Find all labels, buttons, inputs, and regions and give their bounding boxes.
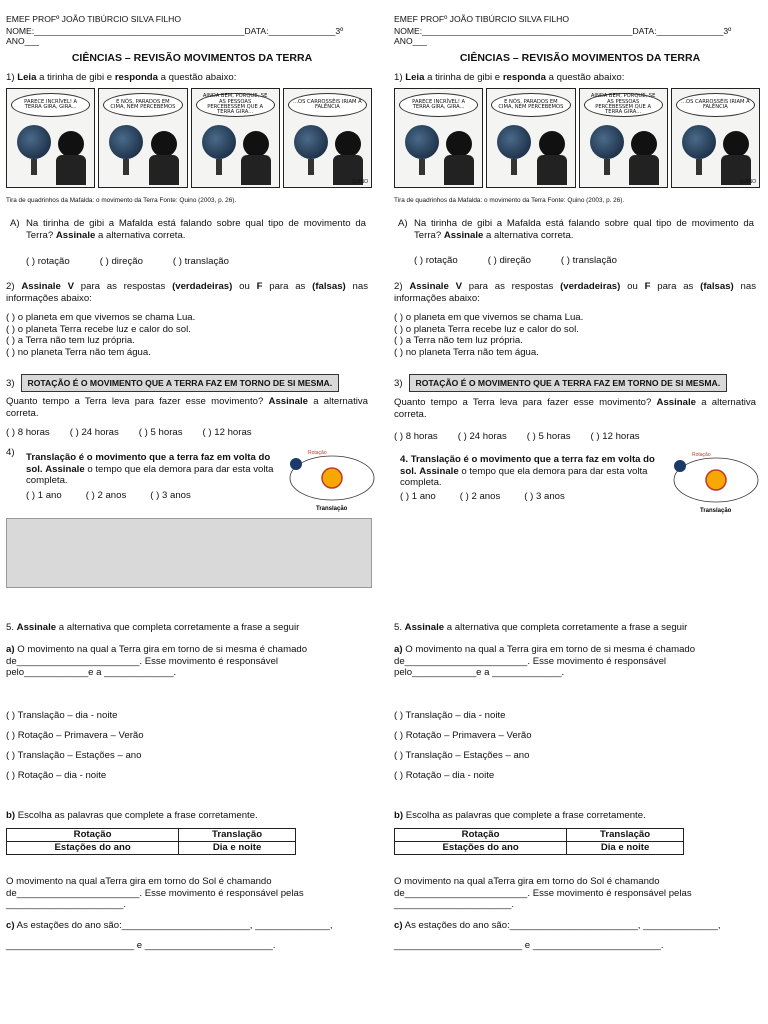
- speech-bubble: PARECE INCRÍVEL! A TERRA GIRA, GIRA...: [11, 93, 90, 117]
- name-date-line: NOME:____________________________________________DATA:______________3º ANO___: [6, 26, 344, 47]
- question-a: A) Na tirinha de gibi a Mafalda está falando sobre qual tipo de movimento da Terra? Assinale a alternativa correta.: [10, 218, 366, 241]
- option-2-years[interactable]: ( ) 2 anos: [459, 491, 501, 502]
- option-item[interactable]: ( ) Translação – dia - noite: [394, 710, 506, 721]
- statement-item[interactable]: ( ) a Terra não tem luz própria.: [6, 335, 135, 347]
- question-2: 2) Assinale V para as respostas (verdadeiras) ou F para as (falsas) nas informações abaixo:: [394, 281, 757, 304]
- word-rotation: Rotação: [395, 829, 567, 842]
- earth-icon: [290, 458, 302, 470]
- diagram-label-translation: Translação: [700, 508, 732, 514]
- question-5a-options: [6, 710, 144, 790]
- statement-item[interactable]: ( ) o planeta em que vivemos se chama Lua.: [6, 312, 196, 323]
- statement-item[interactable]: ( ) o planeta Terra recebe luz e calor do sol.: [394, 323, 579, 335]
- option-2-years[interactable]: ( ) 2 anos: [85, 490, 127, 501]
- character-icon: [151, 131, 177, 157]
- option-24-hours[interactable]: ( ) 24 horas: [457, 431, 507, 442]
- character-icon: [723, 131, 749, 157]
- option-item[interactable]: ( ) Rotação – Primavera – Verão: [6, 730, 144, 741]
- word-bank-table: [6, 828, 296, 855]
- question-a-options: [26, 256, 259, 268]
- diagram-label-translation: Translação: [316, 506, 348, 512]
- school-name: EMEF PROFº JOÃO TIBÚRCIO SILVA FILHO: [6, 14, 182, 24]
- name-date-line: NOME:____________________________________________DATA:______________3º ANO___: [394, 26, 732, 47]
- speech-bubble: E NÓS, PARADOS EM CIMA, NEM PERCEBEMOS: [103, 93, 182, 117]
- option-1-year[interactable]: ( ) 1 ano: [26, 490, 62, 501]
- comic-panel: [98, 88, 187, 188]
- option-rotation[interactable]: ( ) rotação: [414, 255, 458, 266]
- character-icon: [58, 131, 84, 157]
- option-translation[interactable]: ( ) translação: [172, 256, 229, 267]
- question-5: 5. Assinale a alternativa que completa corretamente a frase a seguir: [6, 622, 300, 633]
- question-5c: c) As estações do ano são:________________________, ______________, ________________________ e ________________________.: [6, 920, 333, 951]
- question-3: Quanto tempo a Terra leva para fazer esse movimento? Assinale a alternativa correta.: [394, 397, 756, 420]
- word-day-night: Dia e noite: [567, 842, 684, 855]
- statement-item[interactable]: ( ) o planeta em que vivemos se chama Lua.: [394, 312, 584, 323]
- question-2-items: [394, 312, 583, 359]
- comic-panel: [579, 88, 668, 188]
- globe-icon: [497, 125, 531, 159]
- question-3: Quanto tempo a Terra leva para fazer esse movimento? Assinale a alternativa correta.: [6, 396, 368, 419]
- question-5b: b) Escolha as palavras que complete a frase corretamente.: [6, 810, 258, 821]
- question-4-options: [400, 491, 595, 503]
- speech-bubble: ...OS CARROSSÉIS IRIAM À FALÊNCIA: [676, 93, 755, 117]
- globe-icon: [294, 125, 328, 159]
- question-5: 5. Assinale a alternativa que completa corretamente a frase a seguir: [394, 622, 688, 633]
- character-icon: [539, 131, 565, 157]
- comic-panel: [671, 88, 760, 188]
- question-1: 1) Leia a tirinha de gibi e responda a questão abaixo:: [394, 72, 625, 83]
- earth-icon: [674, 460, 686, 472]
- question-a-options: [414, 255, 647, 267]
- sun-icon: [322, 468, 342, 488]
- worksheet-left: [6, 0, 378, 1024]
- question-5b: b) Escolha as palavras que complete a frase corretamente.: [394, 810, 646, 821]
- rotation-definition-box: ROTAÇÃO É O MOVIMENTO QUE A TERRA FAZ EM TORNO DE SI MESMA.: [409, 374, 728, 392]
- diagram-label-rotation: Rotação: [308, 450, 327, 456]
- comic-strip: [6, 88, 372, 188]
- comic-strip: [394, 88, 760, 188]
- option-item[interactable]: ( ) Rotação – Primavera – Verão: [394, 730, 532, 741]
- character-icon: [631, 131, 657, 157]
- statement-item[interactable]: ( ) no planeta Terra não tem água.: [394, 347, 539, 359]
- comic-caption: Tira de quadrinhos da Mafalda: o movimento da Terra Fonte: Quino (2003, p. 26).: [6, 197, 237, 204]
- question-4: 4. Translação é o movimento que a terra faz em volta do sol. Assinale o tempo que ela demora para dar esta volta completa.: [400, 454, 655, 489]
- question-2: 2) Assinale V para as respostas (verdadeiras) ou F para as (falsas) nas informações abaixo:: [6, 281, 369, 304]
- question-3-header: 3) ROTAÇÃO É O MOVIMENTO QUE A TERRA FAZ EM TORNO DE SI MESMA.: [6, 374, 339, 392]
- character-icon: [446, 131, 472, 157]
- question-3-options: [6, 427, 282, 439]
- globe-icon: [109, 125, 143, 159]
- globe-icon: [17, 125, 51, 159]
- option-5-hours[interactable]: ( ) 5 horas: [138, 427, 183, 438]
- option-item[interactable]: ( ) Translação – dia - noite: [6, 710, 118, 721]
- school-name: EMEF PROFº JOÃO TIBÚRCIO SILVA FILHO: [394, 14, 570, 24]
- speech-bubble: PARECE INCRÍVEL! A TERRA GIRA, GIRA...: [399, 93, 478, 117]
- question-5b-sentence: O movimento na qual aTerra gira em torno do Sol é chamando de_______________________. Esse movimento é responsável pelas ______________________.: [6, 876, 304, 911]
- question-2-items: [6, 312, 195, 359]
- character-icon: [243, 131, 269, 157]
- character-icon: [335, 131, 361, 157]
- statement-item[interactable]: ( ) a Terra não tem luz própria.: [394, 335, 523, 347]
- word-seasons: Estações do ano: [7, 842, 179, 855]
- question-5a: a) O movimento na qual a Terra gira em torno de si mesma é chamado de_______________________. Esse movimento é responsável pelo____________e a _____________.: [394, 644, 696, 679]
- comic-panel: [394, 88, 483, 188]
- option-12-hours[interactable]: ( ) 12 horas: [590, 431, 640, 442]
- statement-item[interactable]: ( ) o planeta Terra recebe luz e calor do sol.: [6, 323, 191, 335]
- word-rotation: Rotação: [7, 829, 179, 842]
- comic-caption: Tira de quadrinhos da Mafalda: o movimento da Terra Fonte: Quino (2003, p. 26).: [394, 197, 625, 204]
- globe-icon: [590, 125, 624, 159]
- word-seasons: Estações do ano: [395, 842, 567, 855]
- option-5-hours[interactable]: ( ) 5 horas: [526, 431, 571, 442]
- question-5c: c) As estações do ano são:________________________, ______________, ________________________ e ________________________.: [394, 920, 721, 951]
- question-3-header: 3) ROTAÇÃO É O MOVIMENTO QUE A TERRA FAZ EM TORNO DE SI MESMA.: [394, 374, 727, 392]
- comic-signature: QUINO: [739, 178, 756, 185]
- option-24-hours[interactable]: ( ) 24 horas: [69, 427, 119, 438]
- question-a: A) Na tirinha de gibi a Mafalda está falando sobre qual tipo de movimento da Terra? Assinale a alternativa correta.: [398, 218, 754, 241]
- option-translation[interactable]: ( ) translação: [560, 255, 617, 266]
- question-5a-options: [394, 710, 532, 790]
- question-4-options: [26, 490, 221, 502]
- statement-item[interactable]: ( ) no planeta Terra não tem água.: [6, 347, 151, 359]
- option-8-hours[interactable]: ( ) 8 horas: [394, 431, 438, 442]
- comic-panel: [486, 88, 575, 188]
- question-3-options: [394, 431, 670, 443]
- diagram-label-rotation: Rotação: [692, 452, 711, 458]
- option-12-hours[interactable]: ( ) 12 horas: [202, 427, 252, 438]
- option-8-hours[interactable]: ( ) 8 horas: [6, 427, 50, 438]
- globe-icon: [202, 125, 236, 159]
- comic-panel: [283, 88, 372, 188]
- earth-orbit-diagram: [284, 446, 380, 516]
- word-translation: Translação: [179, 829, 296, 842]
- globe-icon: [405, 125, 439, 159]
- word-day-night: Dia e noite: [179, 842, 296, 855]
- question-1: 1) Leia a tirinha de gibi e responda a questão abaixo:: [6, 72, 237, 83]
- question-4: Translação é o movimento que a terra faz em volta do sol. Assinale o tempo que ela demora para dar esta volta completa.: [26, 452, 274, 487]
- option-item[interactable]: ( ) Translação – Estações – ano: [6, 750, 142, 761]
- answer-box: [6, 518, 372, 588]
- word-bank-table: [394, 828, 684, 855]
- speech-bubble: ...OS CARROSSÉIS IRIAM À FALÊNCIA: [288, 93, 367, 117]
- option-3-years[interactable]: ( ) 3 anos: [524, 491, 565, 502]
- option-3-years[interactable]: ( ) 3 anos: [150, 490, 191, 501]
- option-item[interactable]: ( ) Translação – Estações – ano: [394, 750, 530, 761]
- worksheet-right: [394, 0, 766, 1024]
- speech-bubble: AINDA BEM, PORQUE, SE AS PESSOAS PERCEBESSEM QUE A TERRA GIRA...: [196, 93, 275, 117]
- comic-signature: QUINO: [351, 178, 368, 185]
- speech-bubble: AINDA BEM, PORQUE, SE AS PESSOAS PERCEBESSEM QUE A TERRA GIRA...: [584, 93, 663, 117]
- option-1-year[interactable]: ( ) 1 ano: [400, 491, 436, 502]
- sun-icon: [706, 470, 726, 490]
- question-5a: a) O movimento na qual a Terra gira em torno de si mesma é chamado de_______________________. Esse movimento é responsável pelo____________e a _____________.: [6, 644, 308, 679]
- word-translation: Translação: [567, 829, 684, 842]
- comic-panel: [191, 88, 280, 188]
- question-5b-sentence: O movimento na qual aTerra gira em torno do Sol é chamando de_______________________. Esse movimento é responsável pelas ______________________.: [394, 876, 692, 911]
- option-item[interactable]: ( ) Rotação – dia - noite: [394, 770, 495, 781]
- option-direction[interactable]: ( ) direção: [99, 256, 143, 267]
- question-4-number: 4): [6, 447, 15, 458]
- rotation-definition-box: ROTAÇÃO É O MOVIMENTO QUE A TERRA FAZ EM TORNO DE SI MESMA.: [21, 374, 340, 392]
- option-item[interactable]: ( ) Rotação – dia - noite: [6, 770, 107, 781]
- comic-panel: [6, 88, 95, 188]
- worksheet-title: CIÊNCIAS – REVISÃO MOVIMENTOS DA TERRA: [71, 52, 313, 64]
- globe-icon: [682, 125, 716, 159]
- worksheet-title: CIÊNCIAS – REVISÃO MOVIMENTOS DA TERRA: [459, 52, 701, 64]
- earth-orbit-diagram: [668, 448, 764, 518]
- speech-bubble: E NÓS, PARADOS EM CIMA, NEM PERCEBEMOS: [491, 93, 570, 117]
- option-rotation[interactable]: ( ) rotação: [26, 256, 70, 267]
- option-direction[interactable]: ( ) direção: [487, 255, 531, 266]
